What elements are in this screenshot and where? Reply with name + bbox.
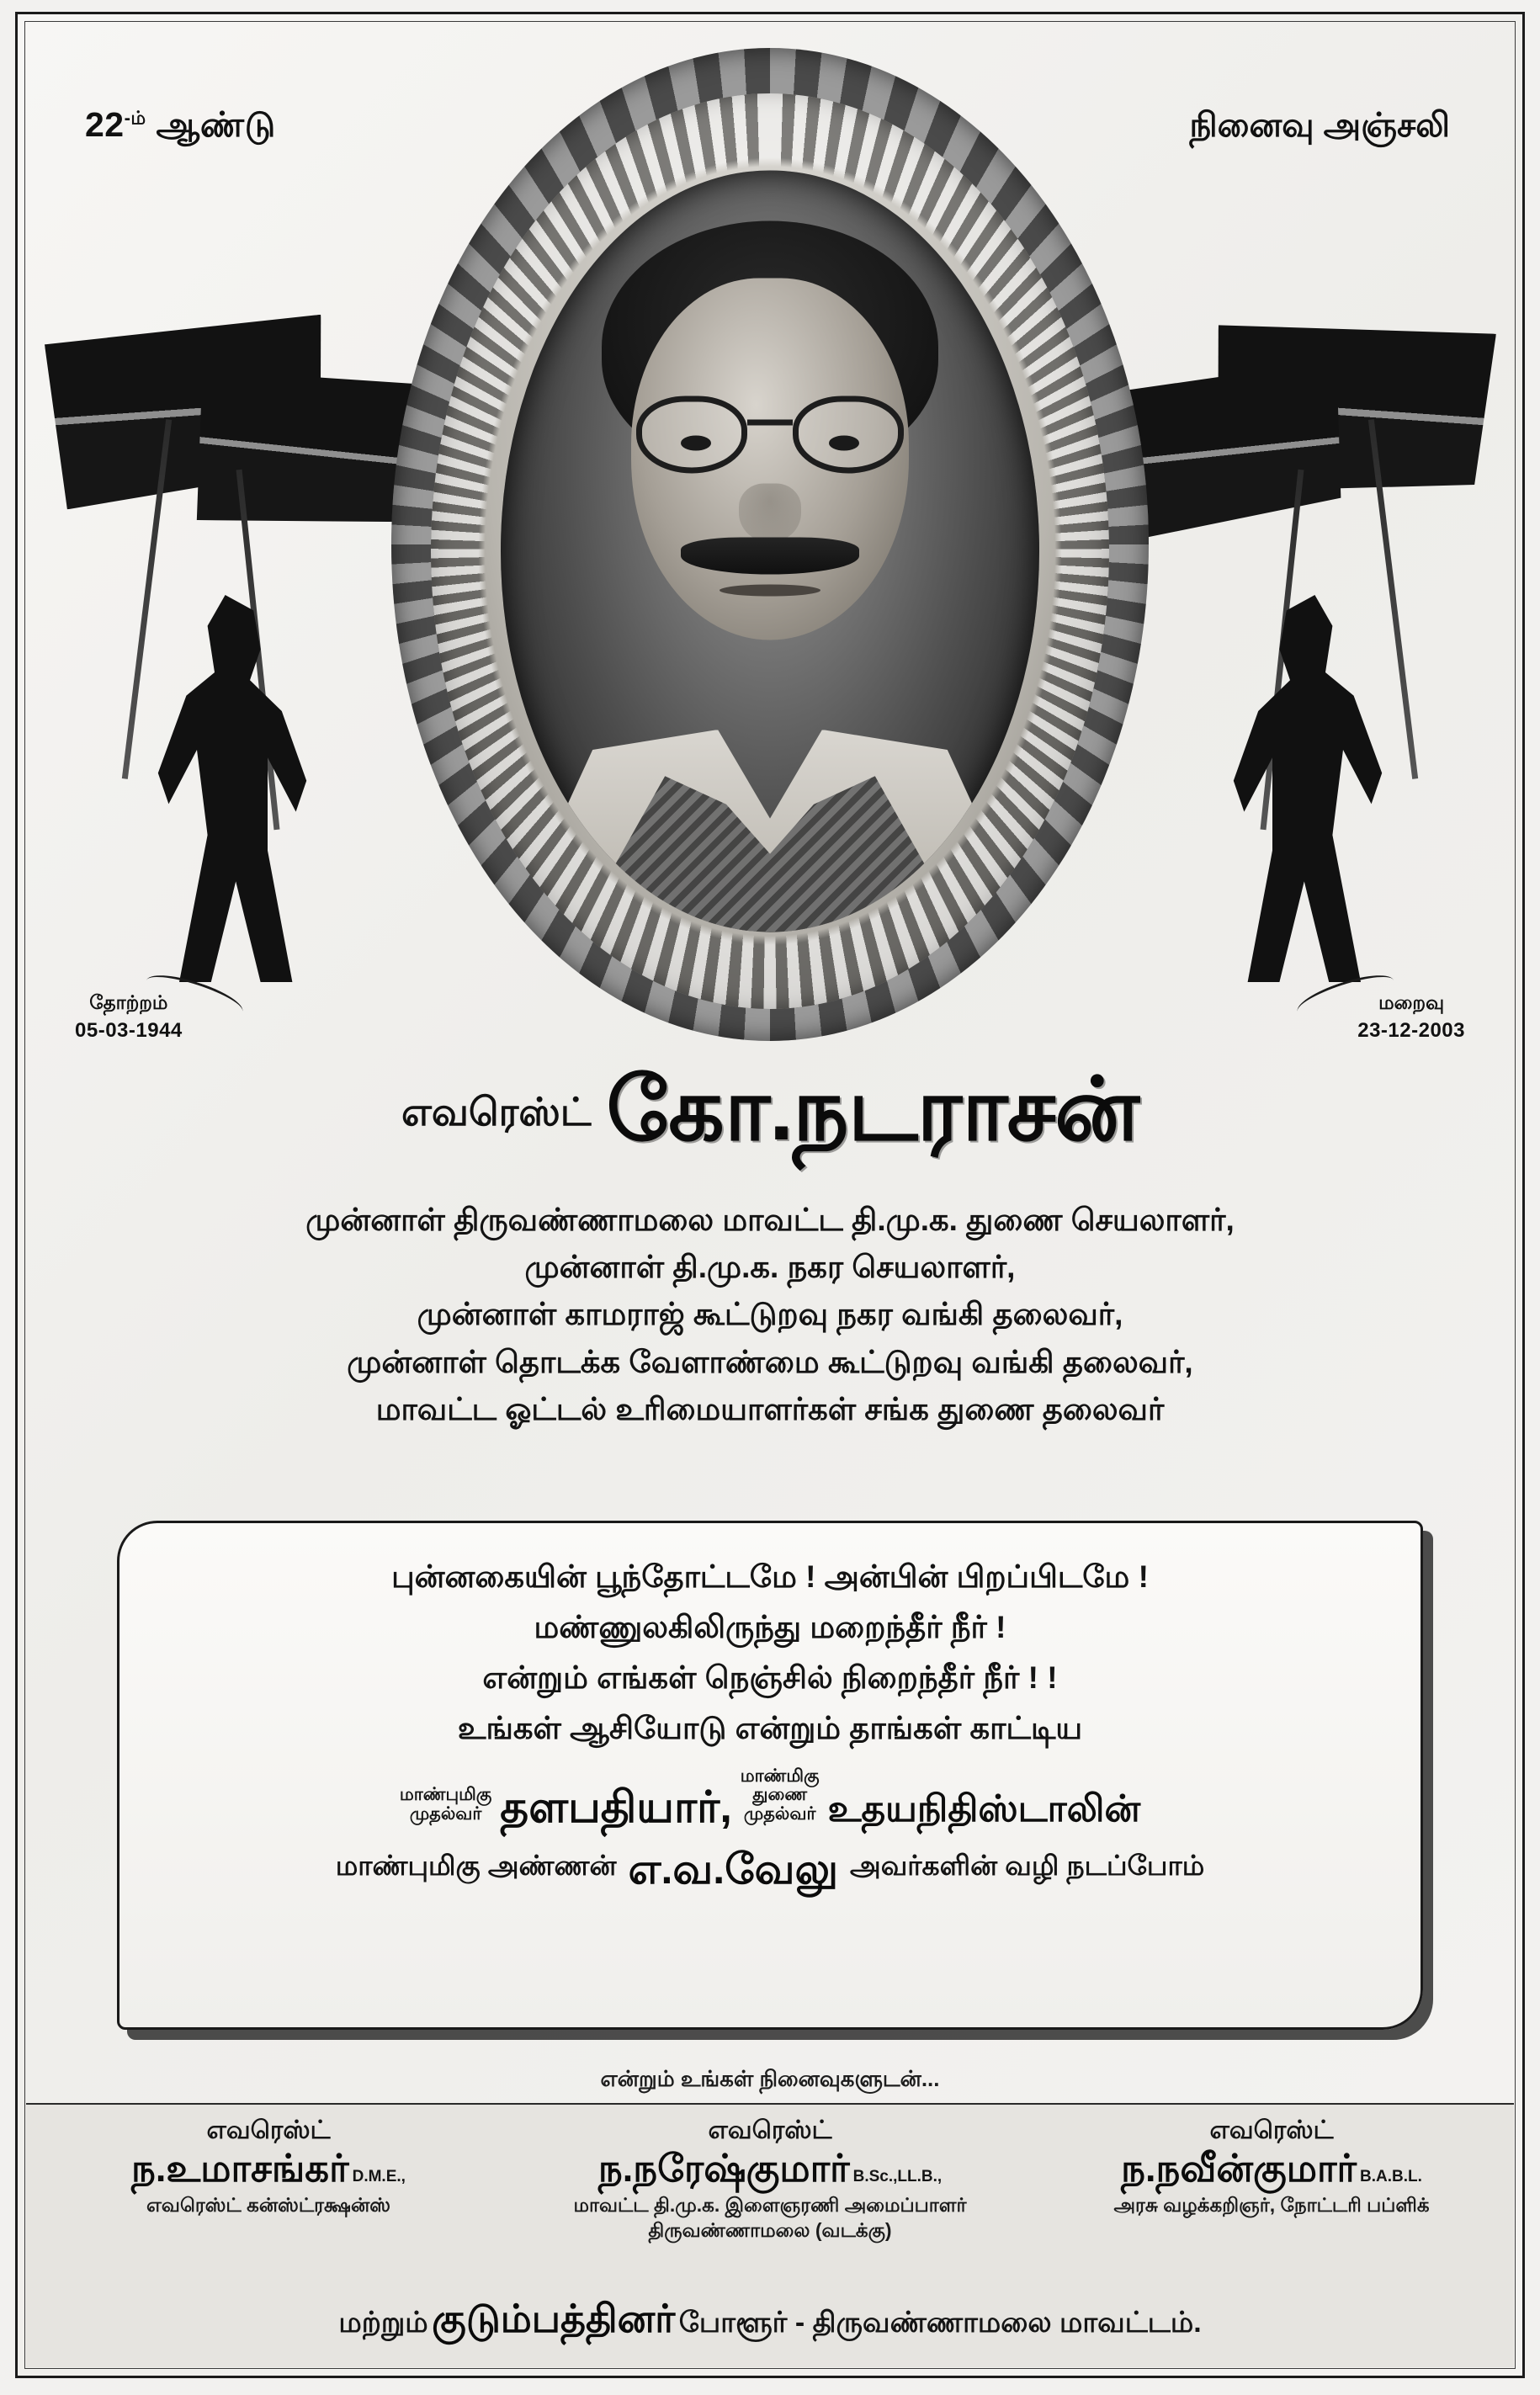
eye-left — [681, 435, 711, 450]
tribute-line: உங்கள் ஆசியோடு என்றும் தாங்கள் காட்டிய — [457, 1710, 1083, 1745]
member-prefix: எவரெஸ்ட் — [1209, 2116, 1334, 2144]
family-member — [1023, 2115, 1520, 2218]
nose — [739, 483, 801, 542]
anniversary-number: 22 — [85, 105, 125, 144]
title-line: மாவட்ட ஓட்டல் உரிமையாளர்கள் சங்க துணை தலைவர் — [375, 1391, 1165, 1426]
member-role: எவரெஸ்ட் கன்ஸ்ட்ரக்ஷன்ஸ் — [146, 2194, 391, 2217]
leader1-honorific: மாண்புமிகு — [399, 1785, 492, 1805]
tribute-box — [117, 1521, 1423, 2030]
death-date-block — [1357, 989, 1465, 1046]
family-footer-prefix: மற்றும் — [338, 2307, 428, 2339]
member-prefix: எவரெஸ்ட் — [708, 2116, 832, 2144]
memorial-sheet — [15, 12, 1525, 2378]
flag-bearer-silhouette — [144, 595, 321, 982]
titles-list — [144, 1197, 1396, 1433]
leader2-post-2: முதல்வர் — [743, 1804, 816, 1824]
mouth — [720, 584, 820, 596]
leader2-post-1: துணை — [752, 1785, 808, 1805]
lens-left — [636, 396, 747, 473]
leader2-designation — [741, 1767, 820, 1829]
anniversary-word: ஆண்டு — [156, 105, 276, 144]
tribute-line: என்றும் எங்கள் நெஞ்சில் நிறைந்தீர் நீர் ! ! — [482, 1660, 1058, 1695]
eyeglasses-icon — [636, 396, 904, 476]
tribute-line: புன்னகையின் பூந்தோட்டமே ! அன்பின் பிறப்பிடமே ! — [391, 1559, 1149, 1594]
portrait-frame — [366, 48, 1174, 1054]
leader3-prefix: மாண்புமிகு அண்ணன் — [335, 1849, 617, 1881]
eye-right — [829, 435, 859, 450]
member-degree: B.A.B.L. — [1360, 2167, 1422, 2185]
family-footer-location: போளூர் - திருவண்ணாமலை மாவட்டம். — [678, 2307, 1202, 2339]
death-value: 23-12-2003 — [1357, 1019, 1465, 1043]
flag-bearer-silhouette — [1219, 595, 1396, 982]
anniversary-year — [85, 105, 276, 150]
remembrance-line: என்றும் உங்கள் நினைவுகளுடன்... — [600, 2066, 940, 2091]
member-role: மாவட்ட தி.மு.க. இளைஞரணி அமைப்பாளர் திருவண்ணாமலை (வடக்கு) — [573, 2194, 967, 2242]
leader1-post: முதல்வர் — [409, 1804, 482, 1824]
death-label: மறைவு — [1378, 991, 1445, 1013]
member-name: ந.நரேஷ்குமார் — [597, 2146, 850, 2190]
member-degree: B.Sc.,LL.B., — [852, 2167, 943, 2185]
member-name: ந.உமாசங்கர் — [131, 2146, 349, 2190]
memorial-title: நினைவு அஞ்சலி — [1189, 107, 1450, 144]
title-line: முன்னாள் தி.மு.க. நகர செயலாளர், — [524, 1250, 1016, 1285]
anniversary-suffix: -ம் — [124, 107, 146, 129]
birth-label: தோற்றம் — [89, 991, 168, 1013]
tribute-line: மண்ணுலகிலிருந்து மறைந்தீர் நீர் ! — [534, 1609, 1006, 1644]
glasses-bridge — [747, 419, 793, 425]
leader1-name: தளபதியார், — [500, 1782, 732, 1832]
member-role: அரசு வழக்கறிஞர், நோட்டரி பப்ளிக் — [1113, 2194, 1430, 2217]
member-prefix: எவரெஸ்ட் — [206, 2116, 331, 2144]
birth-date-block — [75, 989, 183, 1046]
family-footer-name: குடும்பத்தினர் — [432, 2297, 676, 2340]
family-members-row — [18, 2115, 1522, 2244]
leader2-name: உதயநிதிஸ்டாலின் — [827, 1787, 1141, 1829]
deceased-name-row — [18, 1061, 1522, 1159]
title-line: முன்னாள் திருவண்ணாமலை மாவட்ட தி.மு.க. துணை செயலாளர், — [305, 1203, 1235, 1237]
family-member — [20, 2115, 517, 2218]
portrait-photo — [501, 170, 1039, 932]
lens-right — [793, 396, 904, 473]
leader1-designation — [400, 1786, 491, 1829]
birth-value: 05-03-1944 — [75, 1019, 183, 1043]
leader-row-secondary — [153, 1845, 1387, 1893]
moustache — [681, 537, 859, 574]
title-line: முன்னாள் தொடக்க வேளாண்மை கூட்டுறவு வங்கி தலைவர், — [347, 1344, 1193, 1379]
leader2-honorific: மாண்மிகு — [740, 1766, 820, 1786]
leader3-name: எ.வ.வேலு — [628, 1845, 839, 1893]
page-title: கோ.நடராசன் — [606, 1061, 1139, 1159]
leader-row-primary — [153, 1766, 1387, 1832]
leader3-suffix: அவர்களின் வழி நடப்போம் — [850, 1849, 1205, 1881]
member-degree: D.M.E., — [352, 2167, 406, 2185]
family-member — [522, 2115, 1018, 2244]
family-footer-line — [18, 2296, 1522, 2347]
title-line: முன்னாள் காமராஜ் கூட்டுறவு நகர வங்கி தலைவர், — [417, 1297, 1123, 1332]
member-name: ந.நவீன்குமார் — [1121, 2146, 1357, 2190]
name-prefix: எவரெஸ்ட் — [401, 1090, 592, 1134]
